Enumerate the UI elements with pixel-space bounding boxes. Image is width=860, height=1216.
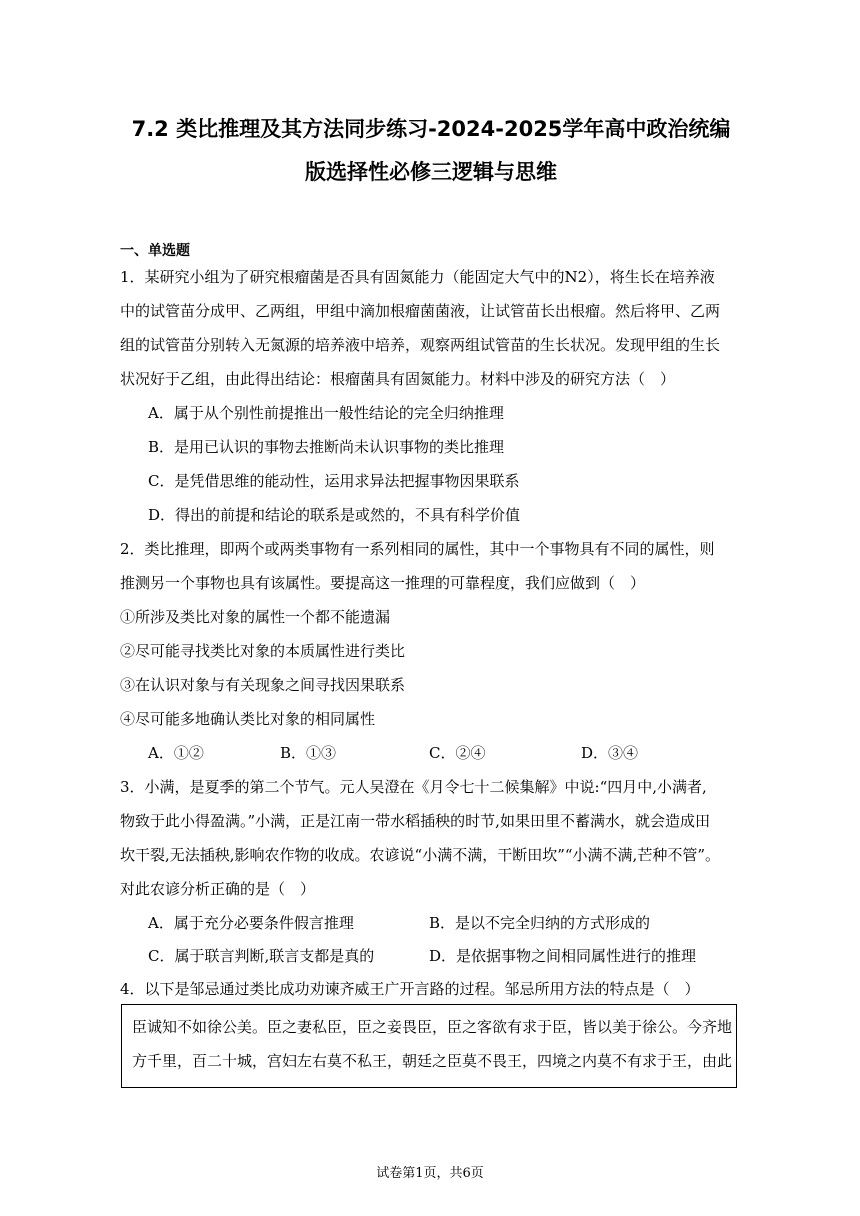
doc-title-line-1: 7.2 类比推理及其方法同步练习-2024-2025学年高中政治统编 bbox=[131, 117, 731, 141]
q2-option-b: B．①③ bbox=[280, 744, 337, 762]
q2-stem-line: 推测另一个事物也具有该属性。要提高这一推理的可靠程度，我们应做到（ ） bbox=[120, 574, 646, 592]
q2-stem-line: 2．类比推理，即两个或两类事物有一系列相同的属性，其中一个事物具有不同的属性，则 bbox=[120, 540, 715, 558]
q2-option-d: D．③④ bbox=[581, 744, 639, 762]
q4-stem: 4．以下是邹忌通过类比成功劝谏齐威王广开言路的过程。邹忌所用方法的特点是（ ） bbox=[120, 980, 700, 998]
q1-option-a: A．属于从个别性前提推出一般性结论的完全归纳推理 bbox=[148, 404, 504, 422]
q1-stem-line: 中的试管苗分成甲、乙两组，甲组中滴加根瘤菌菌液，让试管苗长出根瘤。然后将甲、乙两 bbox=[120, 302, 721, 320]
q1-option-c: C．是凭借思维的能动性，运用求异法把握事物因果联系 bbox=[148, 472, 520, 490]
q1-stem-line: 状况好于乙组，由此得出结论：根瘤菌具有固氮能力。材料中涉及的研究方法（ ） bbox=[120, 370, 676, 388]
page-footer: 试卷第1页，共6页 bbox=[376, 1166, 484, 1181]
q3-option-a: A．属于充分必要条件假言推理 bbox=[148, 914, 354, 932]
q1-option-b: B．是用已认识的事物去推断尚未认识事物的类比推理 bbox=[148, 438, 505, 456]
q3-option-b: B．是以不完全归纳的方式形成的 bbox=[429, 914, 651, 932]
q3-option-d: D．是依据事物之间相同属性进行的推理 bbox=[429, 947, 697, 965]
doc-title-line-2: 版选择性必修三逻辑与思维 bbox=[305, 160, 557, 184]
q4-quote-line: 方千里，百二十城，宫妇左右莫不私王，朝廷之臣莫不畏王，四境之内莫不有求于王，由此 bbox=[132, 1052, 733, 1070]
q3-option-c: C．属于联言判断,联言支都是真的 bbox=[148, 947, 375, 965]
section-heading: 一、单选题 bbox=[120, 243, 190, 259]
q2-statement-3: ③在认识对象与有关现象之间寻找因果联系 bbox=[120, 676, 406, 694]
q3-stem-line: 坎干裂,无法插秧,影响农作物的收成。农谚说“小满不满，干断田坎”“小满不满,芒种不管”。 bbox=[120, 846, 720, 864]
q4-quote-box bbox=[121, 1004, 737, 1088]
q2-statement-1: ①所涉及类比对象的属性一个都不能遗漏 bbox=[120, 608, 391, 626]
q3-stem-line: 对此农谚分析正确的是（ ） bbox=[120, 880, 316, 898]
q1-option-d: D．得出的前提和结论的联系是或然的，不具有科学价值 bbox=[148, 506, 521, 524]
q1-stem-line: 组的试管苗分别转入无氮源的培养液中培养，观察两组试管苗的生长状况。发现甲组的生长 bbox=[120, 336, 721, 354]
q2-option-a: A．①② bbox=[148, 744, 204, 762]
q2-statement-2: ②尽可能寻找类比对象的本质属性进行类比 bbox=[120, 642, 406, 660]
q2-statement-4: ④尽可能多地确认类比对象的相同属性 bbox=[120, 710, 376, 728]
q4-quote-line: 臣诚知不如徐公美。臣之妻私臣，臣之妾畏臣，臣之客欲有求于臣，皆以美于徐公。今齐地 bbox=[132, 1018, 733, 1036]
q1-stem-line: 1．某研究小组为了研究根瘤菌是否具有固氮能力（能固定大气中的N2），将生长在培养液 bbox=[120, 268, 715, 286]
q3-stem-line: 物致于此小得盈满。”小满，正是江南一带水稻插秧的时节,如果田里不蓄满水，就会造成田 bbox=[120, 812, 710, 830]
q3-stem-line: 3．小满，是夏季的第二个节气。元人吴澄在《月令七十二候集解》中说:“四月中,小满者, bbox=[120, 778, 707, 796]
q2-option-c: C．②④ bbox=[429, 744, 486, 762]
